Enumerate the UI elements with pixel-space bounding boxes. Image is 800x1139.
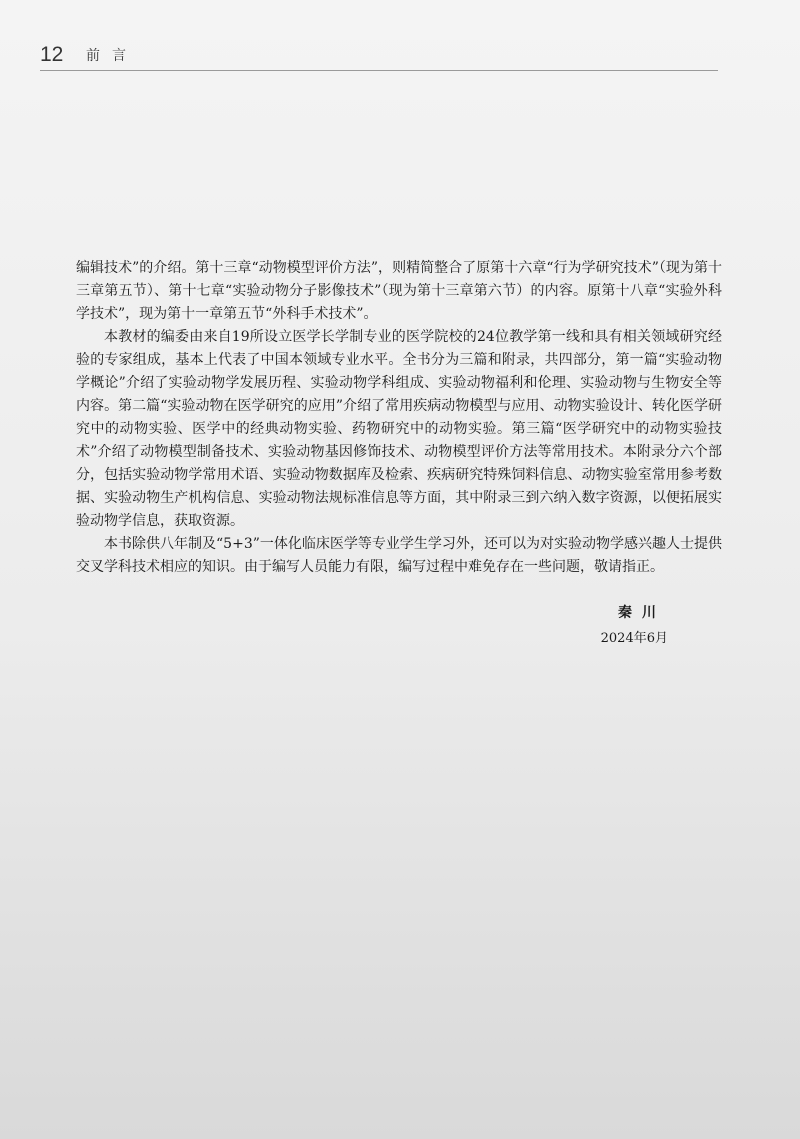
- page-header: [40, 42, 718, 71]
- body-text: [76, 257, 722, 579]
- paragraph: 本书除供八年制及“5+3”一体化临床医学等专业学生学习外，还可以为对实验动物学感兴趣人士提供交叉学科技术相应的知识。由于编写人员能力有限，编写过程中难免存在一些问题，敬请指正。: [76, 536, 722, 575]
- paragraph-continued: 编辑技术”的介绍。第十三章“动物模型评价方法”，则精简整合了原第十六章“行为学研究技术”（现为第十三章第五节）、第十七章“实验动物分子影像技术”（现为第十三章第六节）的内容。原第十八章“实验外科学技术”，现为第十一章第五节“外科手术技术”。: [76, 260, 722, 322]
- author-name: 秦川: [618, 605, 666, 621]
- paragraph: 本教材的编委由来自19所设立医学长学制专业的医学院校的24位教学第一线和具有相关领域研究经验的专家组成，基本上代表了中国本领域专业水平。全书分为三篇和附录，共四部分，第一篇“实验动物学概论”介绍了实验动物学发展历程、实验动物学科组成、实验动物福利和伦理、实验动物与生物安全等内容。第二篇“实验动物在医学研究的应用”介绍了常用疾病动物模型与应用、动物实验设计、转化医学研究中的动物实验、医学中的经典动物实验、药物研究中的动物实验。第三篇“医学研究中的动物实验技术”介绍了动物模型制备技术、实验动物基因修饰技术、动物模型评价方法等常用技术。本附录分六个部分，包括实验动物学常用术语、实验动物数据库及检索、疾病研究特殊饲料信息、动物实验室常用参考数据、实验动物生产机构信息、实验动物法规标准信息等方面，其中附录三到六纳入数字资源，以便拓展实验动物学信息，获取资源。: [76, 329, 722, 529]
- signature-date: 2024年6月: [600, 631, 668, 646]
- header-title: 前言: [86, 48, 138, 64]
- page-number: 12: [40, 43, 64, 66]
